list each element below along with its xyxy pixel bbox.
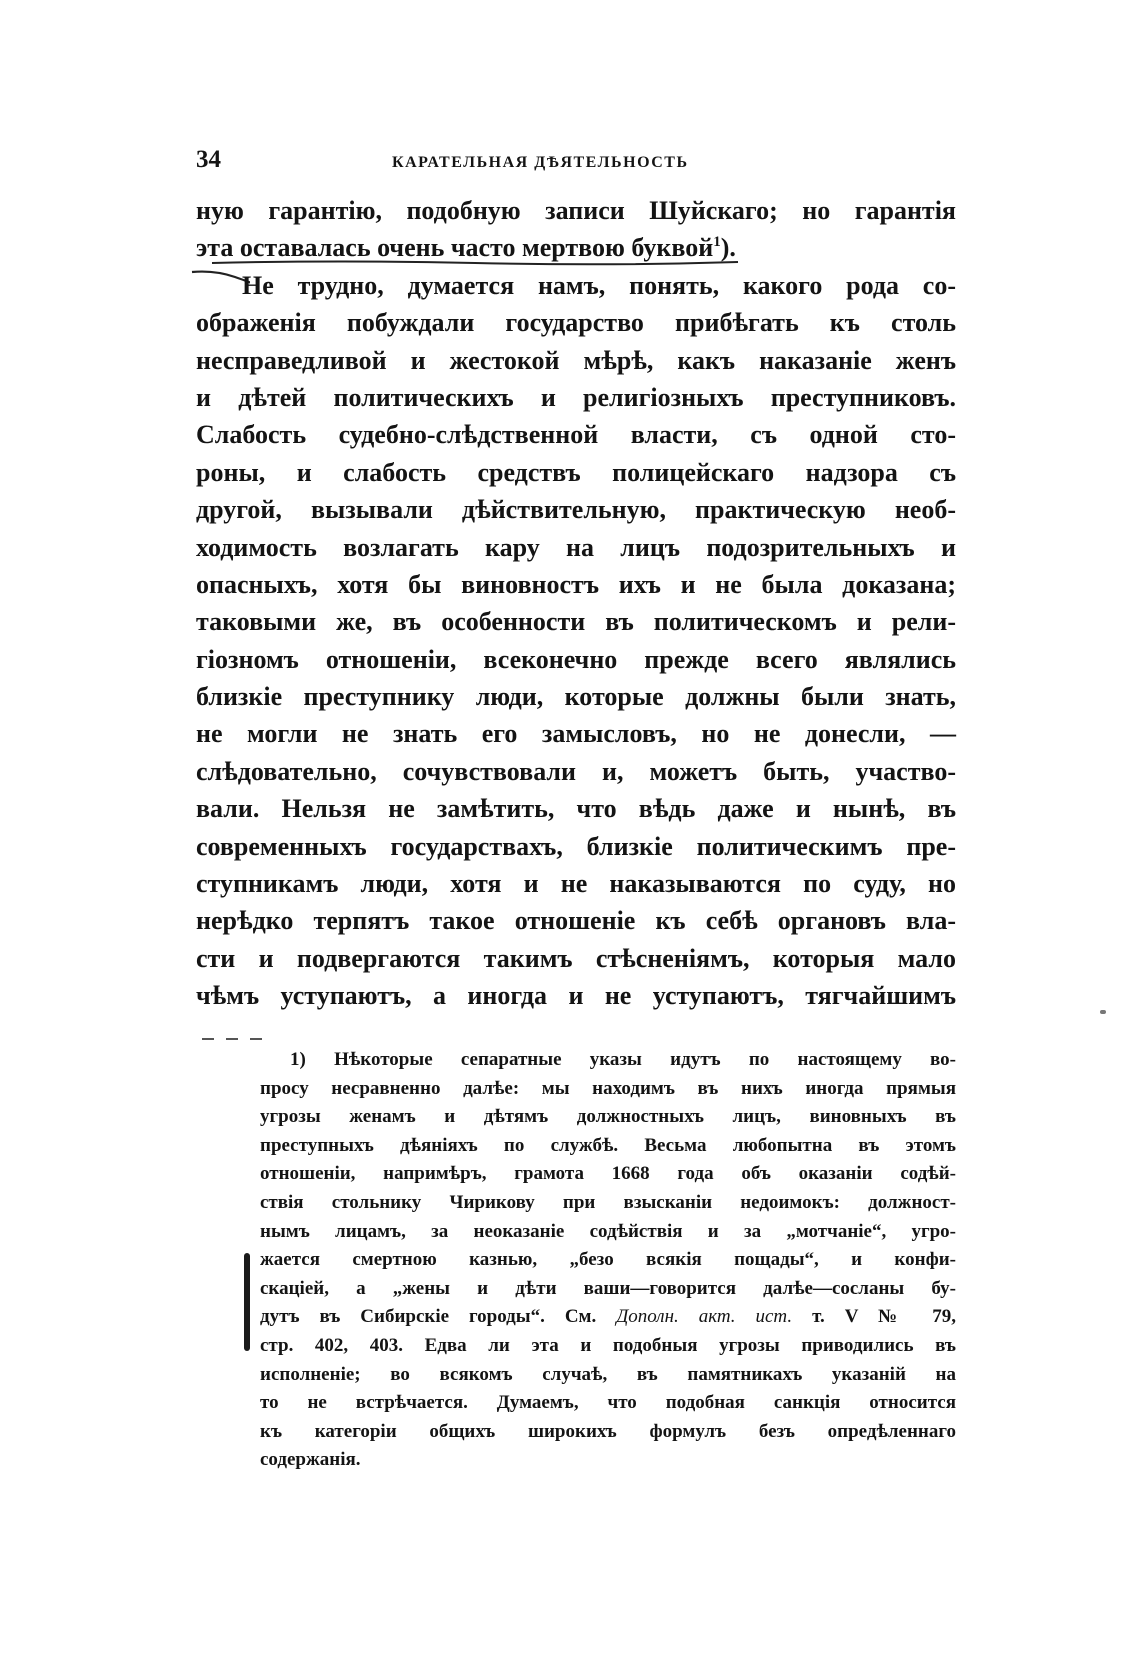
footnote-line: то не встрѣчается. Думаемъ, что подобная санкція относится (260, 1392, 956, 1414)
citation-source: Дополн. акт. ист. (616, 1306, 793, 1328)
footnote-citation-line (260, 1303, 956, 1332)
footnote-line: угрозы женамъ и дѣтямъ должностныхъ лицъ, виновныхъ въ (260, 1106, 956, 1128)
text-line: опасныхъ, хотя бы виновностъ ихъ и не была доказана; (196, 569, 956, 599)
text-line-tail: ). (720, 233, 736, 263)
footnote-last-line: содержанія. (260, 1449, 361, 1471)
continuation-dashes (200, 1036, 280, 1042)
page-header (196, 146, 948, 176)
text-line: современныхъ государствахъ, близкіе политическимъ пре- (196, 831, 956, 861)
citation-text: дутъ въ Сибирскіе городы“. См. (260, 1306, 617, 1328)
footnote-line-text: Нѣкоторые сепаратные указы идутъ по настоящему во- (334, 1049, 957, 1070)
footnote-marker: 1) (290, 1049, 306, 1070)
footnote-line: отношеніи, напримѣръ, грамота 1668 года объ оказаніи содѣй- (260, 1163, 956, 1185)
text-line (196, 229, 956, 266)
text-line: чѣмъ уступаютъ, а иногда и не уступаютъ, тягчайшимъ (196, 981, 956, 1011)
paragraph-first-line: Не трудно, думается намъ, понять, какого рода со- (242, 270, 956, 300)
text-line: ную гарантію, подобную записи Шуйскаго; но гарантія (196, 196, 956, 225)
footnote-line: къ категоріи общихъ широкихъ формулъ безъ опредѣленнаго (260, 1420, 956, 1442)
footnote-line: жается смертною казнью, „безо всякія пощады“, и конфи- (260, 1249, 956, 1271)
margin-speck (1100, 1010, 1106, 1014)
footnote-line: ствія стольнику Чирикову при взысканіи недоимокъ: должност- (260, 1191, 956, 1213)
footnote-line: скаціей, а „жены и дѣти ваши—говорится далѣе—сосланы бу- (260, 1277, 956, 1299)
margin-pencil-mark (244, 1253, 250, 1351)
page-number: 34 (196, 146, 221, 173)
text-line: нерѣдко терпятъ такое отношеніе къ себѣ органовъ вла- (196, 906, 956, 936)
text-line: Слабость судебно-слѣдственной власти, съ одной сто- (196, 420, 956, 450)
text-line: сти и подвергаются такимъ стѣсненіямъ, которыя мало (196, 943, 956, 973)
text-line: близкіе преступнику люди, которые должны были знать, (196, 682, 956, 712)
footnote-reference: 1 (713, 234, 721, 251)
text-line: несправедливой и жестокой мѣрѣ, какъ наказаніе женъ (196, 345, 956, 375)
footnote-line: нымъ лицамъ, за неоказаніе содѣйствія и за „мотчаніе“, угро- (260, 1220, 956, 1242)
text-line: ходимость возлагать кару на лицъ подозрительныхъ и (196, 532, 956, 562)
footnote-line: преступныхъ дѣяніяхъ по службѣ. Весьма любопытна въ этомъ (260, 1134, 956, 1156)
text-line: таковыми же, въ особенности въ политическомъ и рели- (196, 607, 956, 637)
text-line-body: эта оставалась очень часто мертвою буквой (196, 233, 714, 263)
text-line: гіозномъ отношеніи, всеконечно прежде всего являлись (196, 644, 956, 674)
footnote-first-line (260, 1046, 956, 1075)
text-line: вали. Нельзя не замѣтить, что вѣдь даже и нынѣ, въ (196, 794, 956, 824)
footnote (260, 1046, 956, 1475)
main-text (196, 192, 956, 1015)
text-line: ображенія побуждали государство прибѣгать къ столь (196, 308, 956, 338)
footnote-line: просу несравненно далѣе: мы находимъ въ нихъ иногда прямыя (260, 1077, 956, 1099)
text-line: не могли не знать его замысловъ, но не донесли, — (196, 719, 956, 749)
text-line: ступникамъ люди, хотя и не наказываются по суду, но (196, 869, 956, 899)
citation-volume: т. V № 79, (792, 1306, 956, 1328)
text-line: и дѣтей политическихъ и религіозныхъ преступниковъ. (196, 382, 956, 412)
text-line: другой, вызывали дѣйствительную, практическую необ- (196, 495, 956, 525)
text-line: роны, и слабость средствъ полицейскаго надзора съ (196, 457, 956, 487)
footnote-line: исполненіе; во всякомъ случаѣ, въ памятникахъ указаній на (260, 1363, 956, 1385)
footnote-line: стр. 402, 403. Едва ли эта и подобныя угрозы приводились въ (260, 1334, 956, 1356)
running-title: КАРАТЕЛЬНАЯ ДѢЯТЕЛЬНОСТЬ (392, 154, 689, 171)
text-line: слѣдовательно, сочувствовали и, можетъ быть, участво- (196, 756, 956, 786)
